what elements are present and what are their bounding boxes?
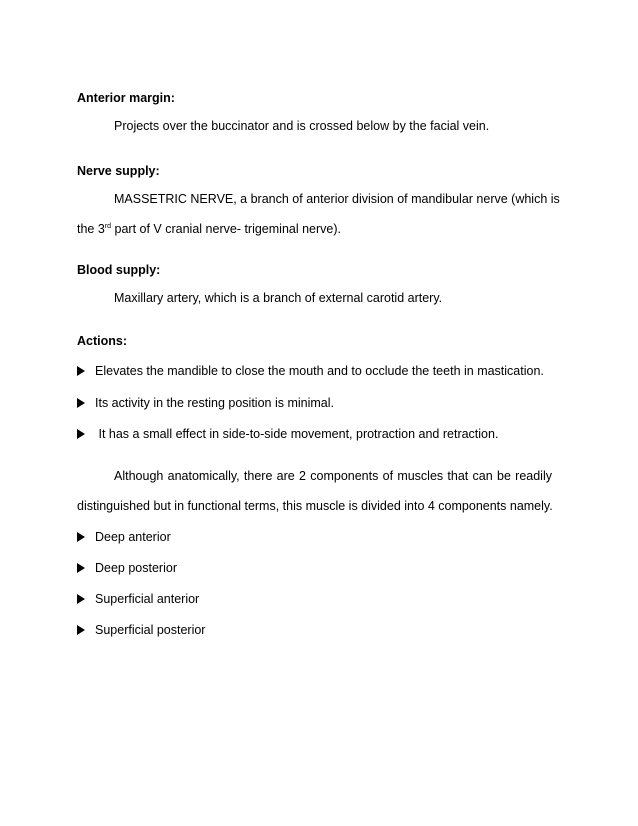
anterior-margin-text: Projects over the buccinator and is crossed below by the facial vein. — [114, 119, 490, 133]
arrowhead-bullet-icon — [77, 429, 85, 439]
nerve-supply-heading: Nerve supply: — [77, 164, 160, 178]
arrowhead-bullet-icon — [77, 398, 85, 408]
components-paragraph-line-1: Although anatomically, there are 2 components of muscles that can be readily — [114, 469, 552, 483]
arrowhead-bullet-icon — [77, 594, 85, 604]
arrowhead-bullet-icon — [77, 532, 85, 542]
arrowhead-bullet-icon — [77, 625, 85, 635]
component-list-item: Deep posterior — [77, 562, 177, 575]
nerve-supply-line-2-prefix: the 3 — [77, 222, 105, 236]
action-list-item: Elevates the mandible to close the mouth and to occlude the teeth in mastication. — [77, 365, 544, 378]
arrowhead-bullet-icon — [77, 563, 85, 573]
nerve-supply-line-2 — [77, 223, 341, 236]
nerve-supply-line-1: MASSETRIC NERVE, a branch of anterior division of mandibular nerve (which is — [114, 192, 560, 206]
actions-heading: Actions: — [77, 334, 127, 348]
component-list-item: Superficial anterior — [77, 593, 199, 606]
action-list-item: It has a small effect in side-to-side movement, protraction and retraction. — [77, 428, 498, 441]
components-paragraph-line-2: distinguished but in functional terms, this muscle is divided into 4 components namely. — [77, 499, 553, 513]
nerve-supply-superscript: rd — [104, 223, 112, 230]
component-list-item: Superficial posterior — [77, 624, 205, 637]
nerve-supply-line-2-suffix: part of V cranial nerve- trigeminal nerve). — [111, 222, 342, 236]
arrowhead-bullet-icon — [77, 366, 85, 376]
action-list-item: Its activity in the resting position is minimal. — [77, 397, 334, 410]
blood-supply-heading: Blood supply: — [77, 263, 161, 277]
blood-supply-text: Maxillary artery, which is a branch of external carotid artery. — [114, 291, 443, 305]
component-list-item: Deep anterior — [77, 531, 171, 544]
anterior-margin-heading: Anterior margin: — [77, 91, 175, 105]
